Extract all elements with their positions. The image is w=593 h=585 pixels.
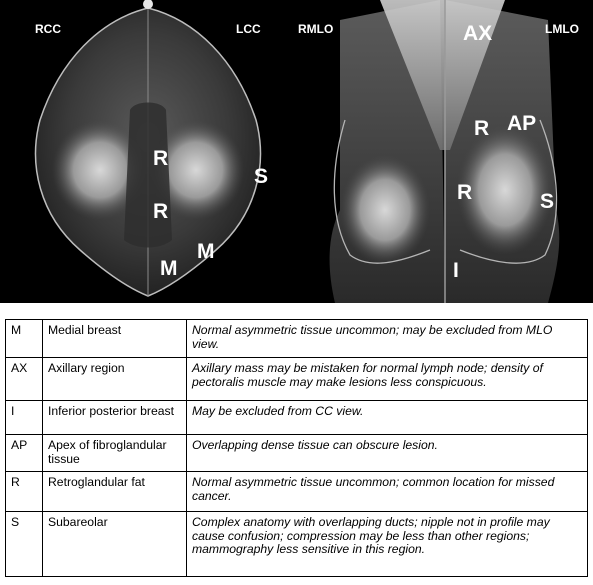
- table-row: [6, 512, 588, 577]
- label-rmlo: RMLO: [298, 22, 334, 36]
- table-row: [6, 320, 588, 358]
- region-note: Normal asymmetric tissue uncommon; common location for missed cancer.: [187, 472, 588, 512]
- region-note: Normal asymmetric tissue uncommon; may be excluded from MLO view.: [187, 320, 588, 358]
- table-row: [6, 435, 588, 472]
- label-r-mlo-upper: R: [474, 117, 490, 140]
- label-lmlo: LMLO: [545, 22, 579, 36]
- label-s-cc: S: [254, 165, 269, 188]
- table-row: [6, 358, 588, 401]
- label-r-cc-lower: R: [153, 200, 169, 223]
- table-row: [6, 401, 588, 435]
- label-rcc: RCC: [35, 22, 61, 36]
- region-name: Retroglandular fat: [43, 472, 187, 512]
- label-ax: AX: [463, 22, 493, 45]
- region-code: R: [6, 472, 43, 512]
- label-s-mlo: S: [540, 190, 555, 213]
- label-m-cc-left: M: [197, 240, 215, 263]
- region-note: Overlapping dense tissue can obscure lesion.: [187, 435, 588, 472]
- region-code: AX: [6, 358, 43, 401]
- label-lcc: LCC: [236, 22, 261, 36]
- label-i: I: [453, 259, 459, 282]
- region-code: AP: [6, 435, 43, 472]
- region-code: I: [6, 401, 43, 435]
- region-note: May be excluded from CC view.: [187, 401, 588, 435]
- region-name: Medial breast: [43, 320, 187, 358]
- label-r-cc-upper: R: [153, 147, 169, 170]
- region-note: Complex anatomy with overlapping ducts; nipple not in profile may cause confusion; compression may be less than other regions; mammography less sensitive in this region.: [187, 512, 588, 577]
- region-code: M: [6, 320, 43, 358]
- mlo-views: [330, 0, 560, 303]
- region-code: S: [6, 512, 43, 577]
- cc-views: [36, 0, 261, 296]
- table-row: [6, 472, 588, 512]
- region-table: [5, 319, 588, 577]
- region-name: Subareolar: [43, 512, 187, 577]
- label-m-cc-right: M: [160, 257, 178, 280]
- region-note: Axillary mass may be mistaken for normal lymph node; density of pectoralis muscle may make lesions less conspicuous.: [187, 358, 588, 401]
- label-ap: AP: [507, 112, 537, 135]
- label-r-mlo-lower: R: [457, 181, 473, 204]
- region-name: Axillary region: [43, 358, 187, 401]
- region-name: Inferior posterior breast: [43, 401, 187, 435]
- region-name: Apex of fibroglandular tissue: [43, 435, 187, 472]
